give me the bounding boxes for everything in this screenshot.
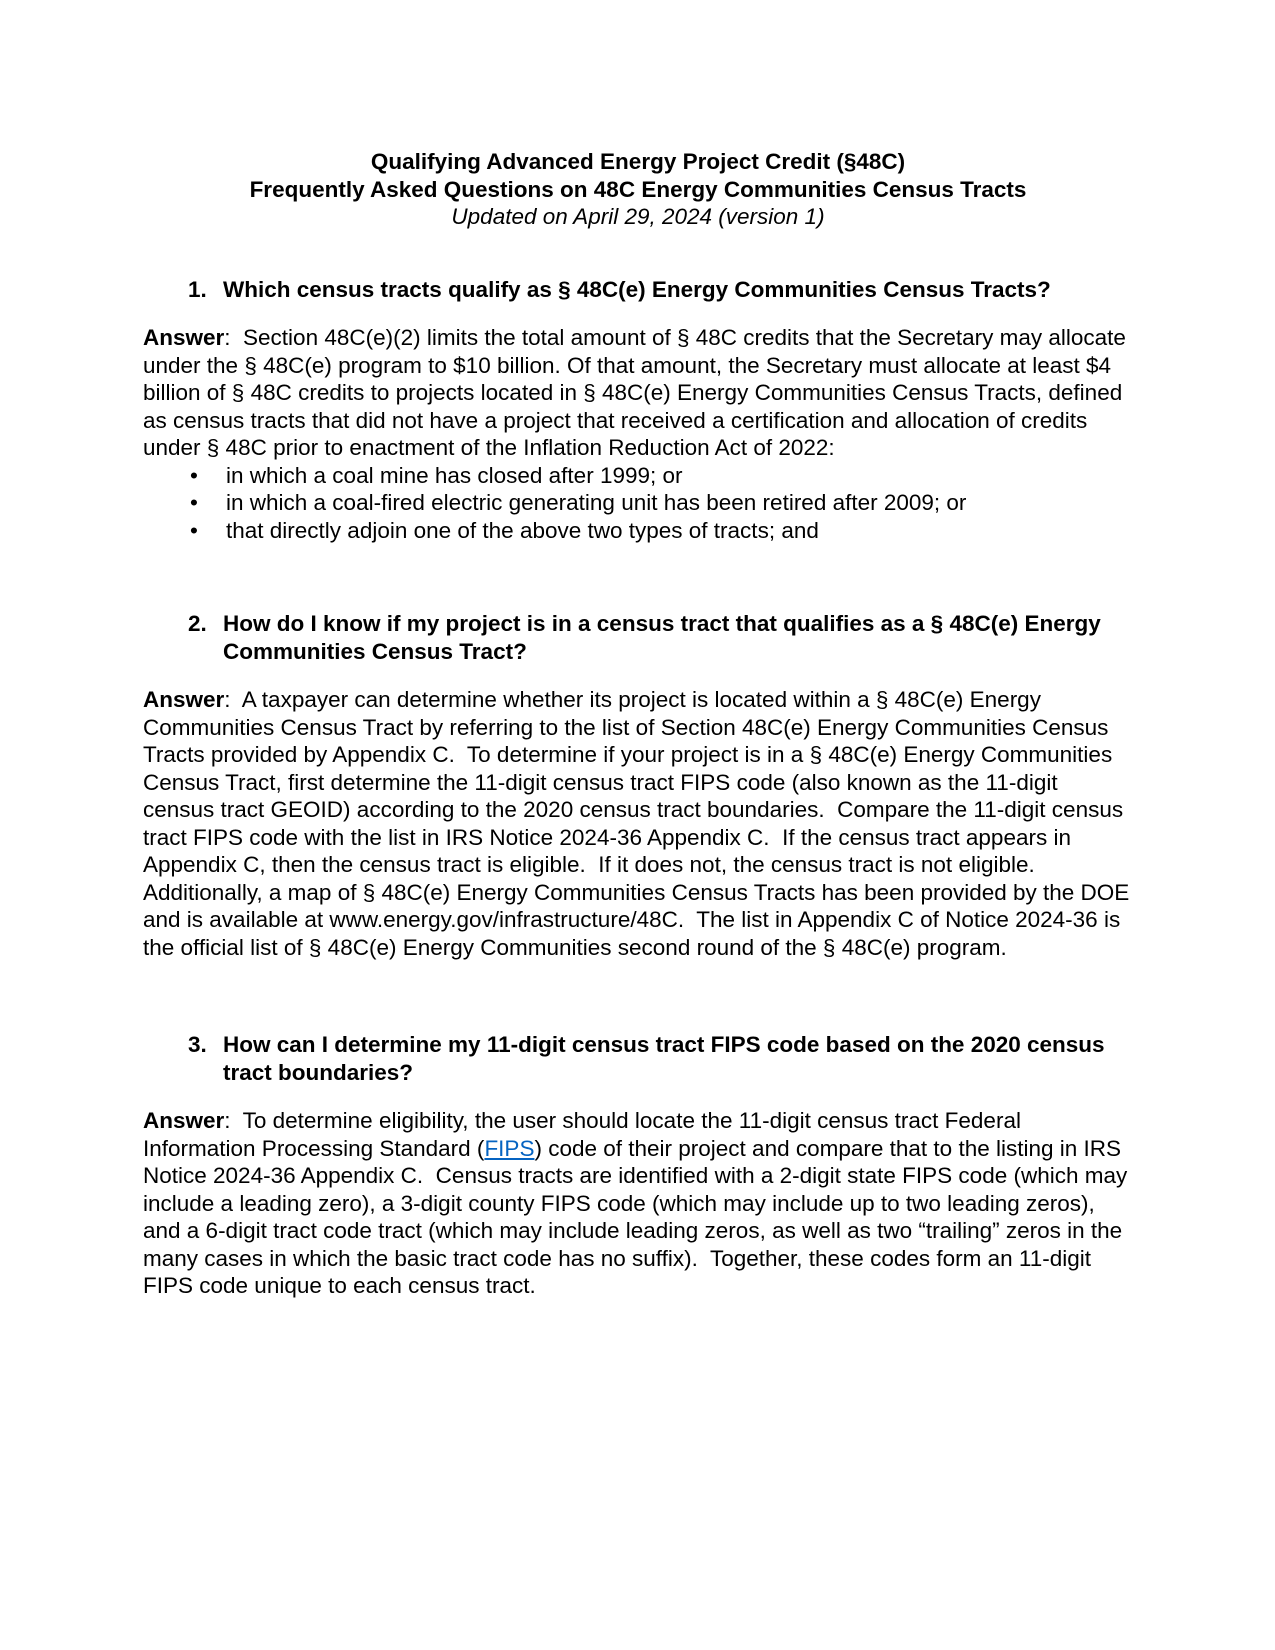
document-title-line2: Frequently Asked Questions on 48C Energy Communities Census Tracts	[249, 176, 1027, 202]
bullet-marker: •	[190, 517, 198, 543]
bullet-marker: •	[190, 462, 198, 488]
question-3-heading	[143, 1031, 1133, 1086]
document-updated-line: Updated on April 29, 2024 (version 1)	[451, 204, 825, 229]
faq-item-3	[143, 1031, 1133, 1300]
bullet-3-text: that directly adjoin one of the above two types of tracts; and	[226, 517, 819, 543]
bullet-2-text: in which a coal-fired electric generating unit has been retired after 2009; or	[226, 490, 967, 515]
faq-item-2	[143, 610, 1136, 961]
document-title-line1: Qualifying Advanced Energy Project Credit (§48C)	[370, 149, 906, 174]
answer-3-paragraph	[143, 1107, 1133, 1300]
question-2-number: 2.	[188, 611, 207, 636]
answer-1-text: : Section 48C(e)(2) limits the total amount of § 48C credits that the Secretary may allocate under the § 48C(e) program to $10 billion. Of that amount, the Secretary must allocate at least $4 billion of § 48C credits to projects located in § 48C(e) Energy Communities Census Tracts, defined as census tracts that did not have a project that received a certification and allocation of credits under § 48C prior to enactment of the Inflation Reduction Act of 2022:	[143, 325, 1133, 460]
answer-3-text-after-link: ) code of their project and compare that to the listing in IRS Notice 2024-36 Appendix C. Census tracts are identified with a 2-digit state FIPS code (which may include a leading zero), a 3-digit county FIPS code (which may include up to two leading zeros), and a 6-digit tract code tract (which may include leading zeros, as well as two “trailing” zeros in the many cases in which the basic tract code has no suffix). Together, these codes form an 11-digit FIPS code unique to each census tract.	[143, 1135, 1134, 1298]
answer-1-label: Answer	[143, 325, 225, 350]
answer-2-paragraph	[143, 686, 1136, 961]
question-1-text: Which census tracts qualify as § 48C(e) Energy Communities Census Tracts?	[223, 276, 1051, 302]
answer-2-label: Answer	[143, 687, 225, 712]
question-1-heading	[143, 276, 1133, 304]
question-3-number: 3.	[188, 1032, 207, 1057]
bullet-marker: •	[190, 490, 198, 515]
fips-link[interactable]: FIPS	[484, 1135, 535, 1161]
question-3-text: How can I determine my 11-digit census tract FIPS code based on the 2020 census tract boundaries?	[223, 1032, 1111, 1085]
answer-1-paragraph	[143, 324, 1133, 462]
bullet-item-3	[143, 517, 1133, 545]
bullet-1-text: in which a coal mine has closed after 1999; or	[226, 462, 683, 488]
bullet-item-2	[143, 489, 1133, 517]
bullet-list	[143, 462, 1133, 545]
question-1-number: 1.	[188, 276, 207, 302]
question-2-text: How do I know if my project is in a census tract that qualifies as a § 48C(e) Energy Communities Census Tract?	[223, 611, 1108, 664]
answer-3-label: Answer	[143, 1108, 225, 1133]
faq-item-1	[143, 276, 1133, 545]
document-header	[143, 148, 1133, 231]
bullet-item-1	[143, 462, 1133, 490]
answer-3-text-before-link: : To determine eligibility, the user should locate the 11-digit census tract Federal Information Processing Standard (	[143, 1108, 1028, 1161]
question-2-heading	[143, 610, 1133, 665]
answer-2-text: : A taxpayer can determine whether its project is located within a § 48C(e) Energy Communities Census Tract by referring to the list of Section 48C(e) Energy Communities Census Tracts provided by Appendix C. To determine if your project is in a § 48C(e) Energy Communities Census Tract, first determine the 11-digit census tract FIPS code (also known as the 11-digit census tract GEOID) according to the 2020 census tract boundaries. Compare the 11-digit census tract FIPS code with the list in IRS Notice 2024-36 Appendix C. If the census tract appears in Appendix C, then the census tract is eligible. If it does not, the census tract is not eligible. Additionally, a map of § 48C(e) Energy Communities Census Tracts has been provided by the DOE and is available at www.energy.gov/infrastructure/48C. The list in Appendix C of Notice 2024-36 is the official list of § 48C(e) Energy Communities second round of the § 48C(e) program.	[143, 687, 1136, 960]
